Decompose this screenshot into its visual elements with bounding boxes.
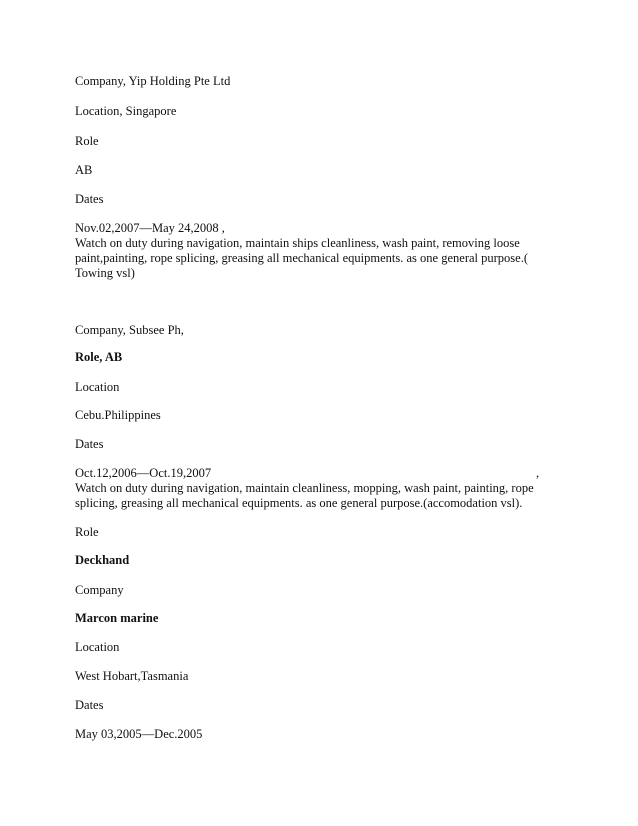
job1-description-line-1: Watch on duty during navigation, maintain ships cleanliness, wash paint, removing loose [75,236,520,250]
job3-dates-label: Dates [75,698,104,712]
job2-role: Role, AB [75,350,123,364]
job2-dates-trailing-comma: , [536,466,540,480]
job3-role: Deckhand [75,553,130,567]
job1-role-label: Role [75,134,99,148]
job3-company-label: Company [75,583,124,597]
job1-dates: Nov.02,2007—May 24,2008 , [75,221,225,235]
job2-location-label: Location [75,380,120,394]
job1-description-line-3: Towing vsl) [75,266,135,280]
job2-company: Company, Subsee Ph, [75,323,184,337]
job1-role: AB [75,163,93,177]
job2-description-line-1: Watch on duty during navigation, maintain cleanliness, mopping, wash paint, painting, rope [75,481,534,495]
job1-description-line-2: paint,painting, rope splicing, greasing all mechanical equipments. as one general purpose.( [75,251,528,265]
job3-dates: May 03,2005—Dec.2005 [75,727,203,741]
job2-dates: Oct.12,2006—Oct.19,2007 [75,466,212,480]
job2-dates-label: Dates [75,437,104,451]
job2-location: Cebu.Philippines [75,408,161,422]
job1-location: Location, Singapore [75,104,177,118]
job3-role-label: Role [75,525,99,539]
job1-dates-label: Dates [75,192,104,206]
job1-company: Company, Yip Holding Pte Ltd [75,74,231,88]
job3-company: Marcon marine [75,611,159,625]
job3-location: West Hobart,Tasmania [75,669,189,683]
job2-description-line-2: splicing, greasing all mechanical equipments. as one general purpose.(accomodation vsl). [75,496,523,510]
job3-location-label: Location [75,640,120,654]
